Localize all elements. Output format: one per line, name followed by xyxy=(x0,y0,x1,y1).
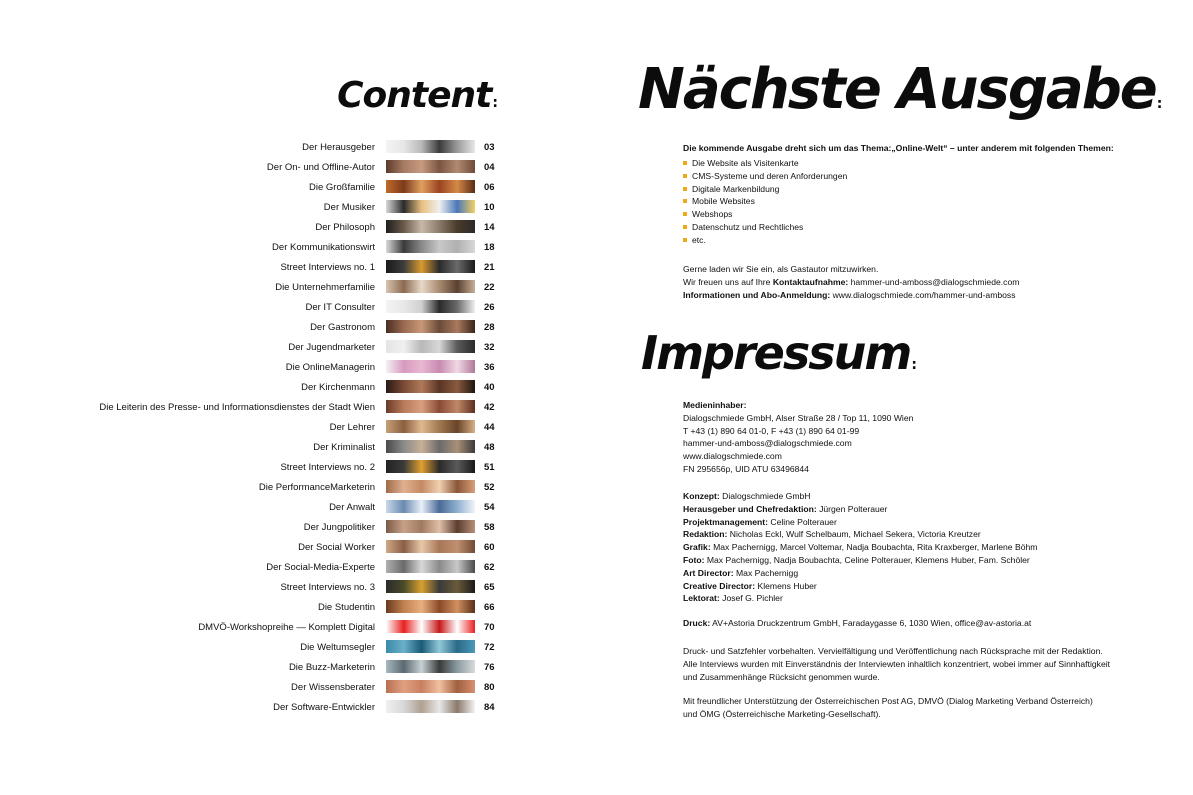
toc-entry-thumbnail xyxy=(386,200,475,213)
toc-entry-page: 06 xyxy=(484,182,495,193)
credits-block xyxy=(683,490,1037,605)
media-owner-line: Dialogschmiede GmbH, Alser Straße 28 / Top 11, 1090 Wien xyxy=(683,412,914,423)
toc-entry[interactable] xyxy=(100,699,500,719)
toc-entry[interactable] xyxy=(100,579,500,599)
credit-line: Art Director: Max Pachernigg xyxy=(683,567,799,578)
toc-entry-thumbnail xyxy=(386,700,475,713)
toc-entry[interactable] xyxy=(100,499,500,519)
toc-entry-page: 80 xyxy=(484,682,495,693)
subscription-url[interactable]: www.dialogschmiede.com/hammer-und-amboss xyxy=(830,289,1016,300)
legal-line: Alle Interviews wurden mit Einverständnis der Interviewten inhaltlich konzentriert, wobei immer auf Sinnhaftigkeit xyxy=(683,658,1111,669)
toc-entry-title: Der Kriminalist xyxy=(313,442,375,453)
toc-entry-title: DMVÖ-Workshopreihe — Komplett Digital xyxy=(198,622,375,633)
toc-entry[interactable] xyxy=(100,599,500,619)
topic-item: Webshops xyxy=(683,208,847,221)
toc-entry-page: 84 xyxy=(484,702,495,713)
contact-email[interactable]: hammer-und-amboss@dialogschmiede.com xyxy=(848,276,1020,287)
credit-line: Projektmanagement: Celine Polterauer xyxy=(683,516,837,527)
toc-entry-thumbnail xyxy=(386,140,475,153)
toc-entry-title: Die OnlineManagerin xyxy=(285,362,375,373)
toc-entry[interactable] xyxy=(100,339,500,359)
toc-entry[interactable] xyxy=(100,539,500,559)
toc-entry[interactable] xyxy=(100,359,500,379)
toc-entry-thumbnail xyxy=(386,600,475,613)
toc-entry[interactable] xyxy=(100,419,500,439)
toc-entry-page: 21 xyxy=(484,262,495,273)
toc-entry-page: 48 xyxy=(484,442,495,453)
toc-entry-page: 44 xyxy=(484,422,495,433)
media-owner-block xyxy=(683,399,913,476)
toc-entry-title: Der Software-Entwickler xyxy=(273,702,375,713)
toc-entry-page: 58 xyxy=(484,522,495,533)
toc-entry-thumbnail xyxy=(386,320,475,333)
toc-entry-thumbnail xyxy=(386,220,475,233)
toc-entry-thumbnail xyxy=(386,400,475,413)
toc-entry-title: Die PerformanceMarketerin xyxy=(258,482,375,493)
toc-entry-thumbnail xyxy=(386,280,475,293)
toc-entry-thumbnail xyxy=(386,540,475,553)
credit-line: Redaktion: Nicholas Eckl, Wulf Schelbaum, Michael Sekera, Victoria Kreutzer xyxy=(683,529,981,540)
toc-entry-title: Der Social-Media-Experte xyxy=(266,562,375,573)
toc-entry-page: 70 xyxy=(484,622,495,633)
guest-author-invite xyxy=(683,263,1019,301)
print-line: Druck: AV+Astoria Druckzentrum GmbH, Faradaygasse 6, 1030 Wien, office@av-astoria.at xyxy=(683,618,1032,628)
toc-entry-page: 26 xyxy=(484,302,495,313)
toc-entry[interactable] xyxy=(100,559,500,579)
toc-entry-page: 18 xyxy=(484,242,495,253)
toc-entry-thumbnail xyxy=(386,380,475,393)
topic-item: Datenschutz und Rechtliches xyxy=(683,221,847,234)
toc-entry-title: Die Buzz-Marketerin xyxy=(288,662,375,673)
toc-entry[interactable] xyxy=(100,619,500,639)
toc-entry[interactable] xyxy=(100,179,500,199)
toc-entry-title: Der Gastronom xyxy=(310,322,375,333)
credit-line: Lektorat: Josef G. Pichler xyxy=(683,593,783,604)
toc-entry[interactable] xyxy=(100,199,500,219)
media-owner-label: Medieninhaber: xyxy=(683,400,747,410)
toc-entry-thumbnail xyxy=(386,620,475,633)
content-heading: Content: xyxy=(337,75,498,116)
toc-entry-thumbnail xyxy=(386,300,475,313)
toc-entry-page: 51 xyxy=(484,462,495,473)
topic-item: CMS-Systeme und deren Anforderungen xyxy=(683,170,847,183)
toc-entry-thumbnail xyxy=(386,240,475,253)
contact-line: Wir freuen uns auf Ihre Kontaktaufnahme: hammer-und-amboss@dialogschmiede.com xyxy=(683,276,1020,287)
toc-entry-thumbnail xyxy=(386,420,475,433)
toc-entry-thumbnail xyxy=(386,460,475,473)
topic-item: Mobile Websites xyxy=(683,195,847,208)
toc-entry-title: Der Kommunikationswirt xyxy=(272,242,375,253)
toc-entry-title: Der Philosoph xyxy=(315,222,375,233)
bullet-icon xyxy=(683,199,687,203)
toc-entry-thumbnail xyxy=(386,480,475,493)
toc-entry-title: Der Herausgeber xyxy=(302,142,375,153)
media-owner-line: FN 295656p, UID ATU 63496844 xyxy=(683,463,809,474)
toc-entry-title: Der IT Consulter xyxy=(305,302,375,313)
toc-entry-page: 04 xyxy=(484,162,495,173)
topic-item: Digitale Markenbildung xyxy=(683,183,847,196)
toc-entry-thumbnail xyxy=(386,340,475,353)
thanks-line: Mit freundlicher Unterstützung der Österreichischen Post AG, DMVÖ (Dialog Marketing Verband Österreich) xyxy=(683,696,1093,706)
toc-entry[interactable] xyxy=(100,279,500,299)
credit-line: Grafik: Max Pachernigg, Marcel Voltemar, Nadja Boubachta, Rita Kraxberger, Marlene Böhm xyxy=(683,542,1038,553)
toc-entry[interactable] xyxy=(100,479,500,499)
toc-entry-page: 60 xyxy=(484,542,495,553)
credit-line: Creative Director: Klemens Huber xyxy=(683,580,817,591)
legal-line: Druck- und Satzfehler vorbehalten. Vervielfältigung und Veröffentlichung nach Rücksprache mit der Redaktion. xyxy=(683,646,1103,656)
table-of-contents xyxy=(100,139,500,719)
toc-entry-page: 36 xyxy=(484,362,495,373)
topic-item: Die Website als Visitenkarte xyxy=(683,157,847,170)
toc-entry-title: Die Unternehmerfamilie xyxy=(275,282,375,293)
toc-entry[interactable] xyxy=(100,459,500,479)
toc-entry-title: Der Musiker xyxy=(323,202,375,213)
toc-entry-page: 65 xyxy=(484,582,495,593)
toc-entry[interactable] xyxy=(100,259,500,279)
toc-entry-title: Street Interviews no. 3 xyxy=(280,582,375,593)
bullet-icon xyxy=(683,187,687,191)
toc-entry-title: Street Interviews no. 1 xyxy=(280,262,375,273)
toc-entry-title: Der Wissensberater xyxy=(291,682,375,693)
impressum-heading: Impressum: xyxy=(641,326,917,380)
toc-entry-page: 03 xyxy=(484,142,495,153)
toc-entry-title: Der On- und Offline-Autor xyxy=(266,162,375,173)
thanks-notice xyxy=(683,695,1093,721)
subscription-line: Informationen und Abo-Anmeldung: www.dialogschmiede.com/hammer-und-amboss xyxy=(683,289,1016,300)
credit-line: Konzept: Dialogschmiede GmbH xyxy=(683,491,811,501)
toc-entry-page: 22 xyxy=(484,282,495,293)
toc-entry-page: 76 xyxy=(484,662,495,673)
toc-entry[interactable] xyxy=(100,379,500,399)
toc-entry-page: 62 xyxy=(484,562,495,573)
credit-line: Foto: Max Pachernigg, Nadja Boubachta, Celine Polterauer, Klemens Huber, Fam. Schöler xyxy=(683,554,1030,565)
toc-entry-thumbnail xyxy=(386,580,475,593)
next-issue-heading: Nächste Ausgabe: xyxy=(638,57,1163,122)
thanks-line: und ÖMG (Österreichische Marketing-Gesellschaft). xyxy=(683,708,881,719)
toc-entry-title: Street Interviews no. 2 xyxy=(280,462,375,473)
toc-entry[interactable] xyxy=(100,399,500,419)
invite-line: Gerne laden wir Sie ein, als Gastautor mitzuwirken. xyxy=(683,264,879,274)
toc-entry[interactable] xyxy=(100,239,500,259)
toc-entry-page: 40 xyxy=(484,382,495,393)
toc-entry-thumbnail xyxy=(386,180,475,193)
toc-entry-thumbnail xyxy=(386,260,475,273)
toc-entry-page: 52 xyxy=(484,482,495,493)
topic-item: etc. xyxy=(683,234,847,247)
toc-entry-page: 54 xyxy=(484,502,495,513)
toc-entry[interactable] xyxy=(100,139,500,159)
toc-entry-title: Der Anwalt xyxy=(329,502,375,513)
media-owner-line: T +43 (1) 890 64 01-0, F +43 (1) 890 64 01-99 xyxy=(683,425,860,436)
bullet-icon xyxy=(683,161,687,165)
toc-entry-thumbnail xyxy=(386,160,475,173)
toc-entry-page: 10 xyxy=(484,202,495,213)
toc-entry-thumbnail xyxy=(386,680,475,693)
toc-entry-title: Die Großfamilie xyxy=(309,182,375,193)
toc-entry-title: Die Weltumsegler xyxy=(300,642,375,653)
toc-entry[interactable] xyxy=(100,439,500,459)
toc-entry[interactable] xyxy=(100,639,500,659)
toc-entry-thumbnail xyxy=(386,500,475,513)
toc-entry[interactable] xyxy=(100,159,500,179)
media-owner-line: www.dialogschmiede.com xyxy=(683,451,782,462)
toc-entry-page: 72 xyxy=(484,642,495,653)
bullet-icon xyxy=(683,174,687,178)
toc-entry-title: Die Studentin xyxy=(317,602,375,613)
toc-entry[interactable] xyxy=(100,519,500,539)
toc-entry-page: 14 xyxy=(484,222,495,233)
toc-entry-thumbnail xyxy=(386,520,475,533)
credit-line: Herausgeber und Chefredaktion: Jürgen Polterauer xyxy=(683,503,888,514)
toc-entry-page: 66 xyxy=(484,602,495,613)
toc-entry-thumbnail xyxy=(386,640,475,653)
toc-entry-title: Der Lehrer xyxy=(329,422,375,433)
toc-entry[interactable] xyxy=(100,219,500,239)
bullet-icon xyxy=(683,212,687,216)
toc-entry-title: Der Jugendmarketer xyxy=(288,342,375,353)
toc-entry-thumbnail xyxy=(386,560,475,573)
toc-entry-thumbnail xyxy=(386,440,475,453)
toc-entry[interactable] xyxy=(100,679,500,699)
toc-entry-thumbnail xyxy=(386,360,475,373)
media-owner-line: hammer-und-amboss@dialogschmiede.com xyxy=(683,438,852,449)
toc-entry-thumbnail xyxy=(386,660,475,673)
toc-entry-title: Die Leiterin des Presse- und Informationsdienstes der Stadt Wien xyxy=(99,402,375,413)
toc-entry-page: 32 xyxy=(484,342,495,353)
next-issue-topics xyxy=(683,157,847,247)
toc-entry-title: Der Social Worker xyxy=(298,542,375,553)
legal-notice xyxy=(683,645,1110,683)
legal-line: und Zusammenhänge Rücksicht genommen wurde. xyxy=(683,671,880,682)
toc-entry-page: 42 xyxy=(484,402,495,413)
toc-entry[interactable] xyxy=(100,299,500,319)
next-issue-intro: Die kommende Ausgabe dreht sich um das Thema:„Online-Welt“ – unter anderem mit folgenden Themen: xyxy=(683,143,1114,153)
toc-entry[interactable] xyxy=(100,319,500,339)
bullet-icon xyxy=(683,238,687,242)
bullet-icon xyxy=(683,225,687,229)
toc-entry-title: Der Kirchenmann xyxy=(301,382,375,393)
toc-entry[interactable] xyxy=(100,659,500,679)
toc-entry-page: 28 xyxy=(484,322,495,333)
toc-entry-title: Der Jungpolitiker xyxy=(303,522,375,533)
